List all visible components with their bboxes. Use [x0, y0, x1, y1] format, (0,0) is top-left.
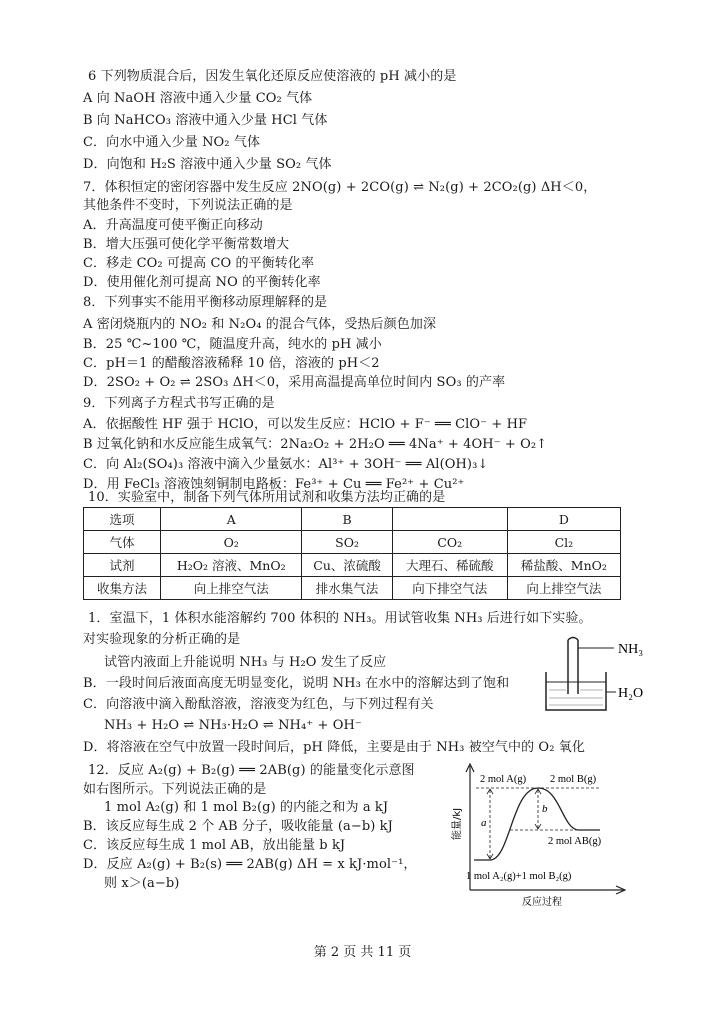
ammonia-experiment-figure: [540, 636, 660, 716]
q8-option-c: C．pH＝1 的醋酸溶液稀释 10 倍，溶液的 pH＜2: [83, 356, 380, 371]
table-cell: Cl₂: [507, 531, 620, 554]
q9-option-c: C．向 Al₂(SO₄)₃ 溶液中滴入少量氨水：Al³⁺ + 3OH⁻ ══ Al(OH)₃↓: [83, 457, 489, 472]
table-cell: 稀盐酸、MnO₂: [507, 554, 620, 577]
q12-option-d-line1: D．反应 A₂(g) + B₂(s) ══ 2AB(g) ΔH = x kJ·mol⁻¹，: [83, 857, 417, 872]
q8-option-d: D．2SO₂ + O₂ ⇌ 2SO₃ ΔH＜0，采用高温提高单位时间内 SO₃ 的产率: [83, 375, 506, 390]
q9-stem: 9．下列离子方程式书写正确的是: [83, 396, 275, 411]
q7-stem-line2: 其他条件不变时，下列说法正确的是: [83, 198, 293, 213]
table-cell: 收集方法: [84, 577, 161, 600]
table-cell: [392, 508, 507, 531]
q6-option-b: B 向 NaHCO₃ 溶液中通入少量 HCl 气体: [83, 113, 328, 128]
q12-stem-line2: 如右图所示。下列说法正确的是: [83, 782, 267, 797]
table-cell: 向上排空气法: [507, 577, 620, 600]
q9-option-d: D．用 FeCl₃ 溶液蚀刻铜制电路板：Fe³⁺ + Cu ══ Fe²⁺ + Cu²⁺: [83, 477, 465, 492]
x-axis-label: 反应过程: [522, 897, 562, 908]
table-cell: D: [507, 508, 620, 531]
q6-option-c: C．向水中通入少量 NO₂ 气体: [83, 135, 261, 150]
q11-option-b: B．一段时间后液面高度无明显变化，说明 NH₃ 在水中的溶解达到了饱和: [83, 676, 510, 691]
q11-stem-line1: 1．室温下，1 体积水能溶解约 700 体积的 NH₃。用试管收集 NH₃ 后进行如下实验。: [88, 611, 592, 626]
q8-option-a: A 密闭烧瓶内的 NO₂ 和 N₂O₄ 的混合气体，受热后颜色加深: [83, 317, 437, 332]
q7-stem-line1: 7．体积恒定的密闭容器中发生反应 2NO(g) + 2CO(g) ⇌ N₂(g) + 2CO₂(g) ΔH＜0，: [83, 180, 597, 195]
q7-option-c: C．移走 CO₂ 可提高 CO 的平衡转化率: [83, 256, 315, 271]
q12-stem-line1: 12．反应 A₂(g) + B₂(g) ══ 2AB(g) 的能量变化示意图: [88, 763, 415, 778]
q7-option-a: A．升高温度可使平衡正向移动: [83, 218, 263, 233]
test-tube-bottom: [568, 638, 578, 641]
label-b: b: [542, 803, 548, 815]
q10-stem: 10．实验室中，制备下列气体所用试剂和收集方法均正确的是: [88, 490, 446, 505]
table-row: [84, 554, 621, 577]
label-a: a: [481, 817, 487, 829]
level-2mol-ab: 2 mol AB(g): [548, 836, 602, 847]
table-cell: H₂O₂ 溶液、MnO₂: [161, 554, 302, 577]
energy-curve: [474, 788, 600, 860]
table-cell: 气体: [84, 531, 161, 554]
q10-table: [83, 507, 621, 600]
q8-option-b: B．25 ℃~100 ℃，随温度升高，纯水的 pH 减小: [83, 337, 382, 352]
table-cell: B: [302, 508, 392, 531]
q8-stem: 8．下列事实不能用平衡移动原理解释的是: [83, 295, 328, 310]
level-2mol-a: 2 mol A(g): [480, 774, 527, 785]
page-footer: 第 2 页 共 11 页: [313, 945, 412, 960]
q11-option-c: C．向溶液中滴入酚酞溶液，溶液变为红色，与下列过程有关: [83, 697, 434, 712]
table-cell: 排水集气法: [302, 577, 392, 600]
q11-stem-line2: 对实验现象的分析正确的是: [83, 632, 241, 647]
table-cell: A: [161, 508, 302, 531]
q11-option-d: D．将溶液在空气中放置一段时间后，pH 降低，主要是由于 NH₃ 被空气中的 O₂ 氧化: [83, 740, 585, 755]
y-axis-label: 能量/kJ: [452, 807, 463, 840]
q6-option-a: A 向 NaOH 溶液中通入少量 CO₂ 气体: [83, 91, 313, 106]
q7-option-d: D．使用催化剂可提高 NO 的平衡转化率: [83, 275, 321, 290]
q9-option-b: B 过氧化钠和水反应能生成氧气：2Na₂O₂ + 2H₂O ══ 4Na⁺ + 4OH⁻ + O₂↑: [83, 437, 548, 452]
q6-option-d: D．向饱和 H₂S 溶液中通入少量 SO₂ 气体: [83, 157, 332, 172]
table-row: [84, 577, 621, 600]
table-cell: 大理石、稀硫酸: [392, 554, 507, 577]
q12-option-c: C．该反应每生成 1 mol AB，放出能量 b kJ: [83, 838, 346, 853]
table-cell: Cu、浓硫酸: [302, 554, 392, 577]
q11-option-a: 试管内液面上升能说明 NH₃ 与 H₂O 发生了反应: [104, 655, 387, 670]
q6-stem: 6 下列物质混合后，因发生氧化还原反应使溶液的 pH 减小的是: [88, 69, 457, 84]
energy-diagram: [450, 760, 630, 910]
h2o-label: H₂O: [618, 686, 644, 701]
table-cell: SO₂: [302, 531, 392, 554]
table-cell: 向上排空气法: [161, 577, 302, 600]
table-cell: 向下排空气法: [392, 577, 507, 600]
q9-option-a: A．依据酸性 HF 强于 HClO，可以发生反应：HClO + F⁻ ══ ClO⁻ + HF: [83, 417, 528, 432]
table-cell: 选项: [84, 508, 161, 531]
table-row: [84, 508, 621, 531]
q11-option-c-equation: NH₃ + H₂O ⇌ NH₃·H₂O ⇌ NH₄⁺ + OH⁻: [104, 718, 362, 733]
q7-option-b: B．增大压强可使化学平衡常数增大: [83, 237, 290, 252]
q12-option-d-line2: 则 x＞(a−b): [104, 876, 180, 891]
q12-option-a: 1 mol A₂(g) 和 1 mol B₂(g) 的内能之和为 a kJ: [104, 800, 389, 815]
table-row: [84, 531, 621, 554]
q12-option-b: B．该反应每生成 2 个 AB 分子，吸收能量 (a−b) kJ: [83, 819, 393, 834]
table-cell: O₂: [161, 531, 302, 554]
level-reactants: 1 mol A₂(g)+1 mol B₂(g): [466, 871, 572, 882]
trough: [546, 672, 606, 710]
nh3-label: NH₃: [618, 642, 644, 657]
table-cell: CO₂: [392, 531, 507, 554]
table-cell: 试剂: [84, 554, 161, 577]
level-2mol-b: 2 mol B(g): [550, 774, 597, 785]
